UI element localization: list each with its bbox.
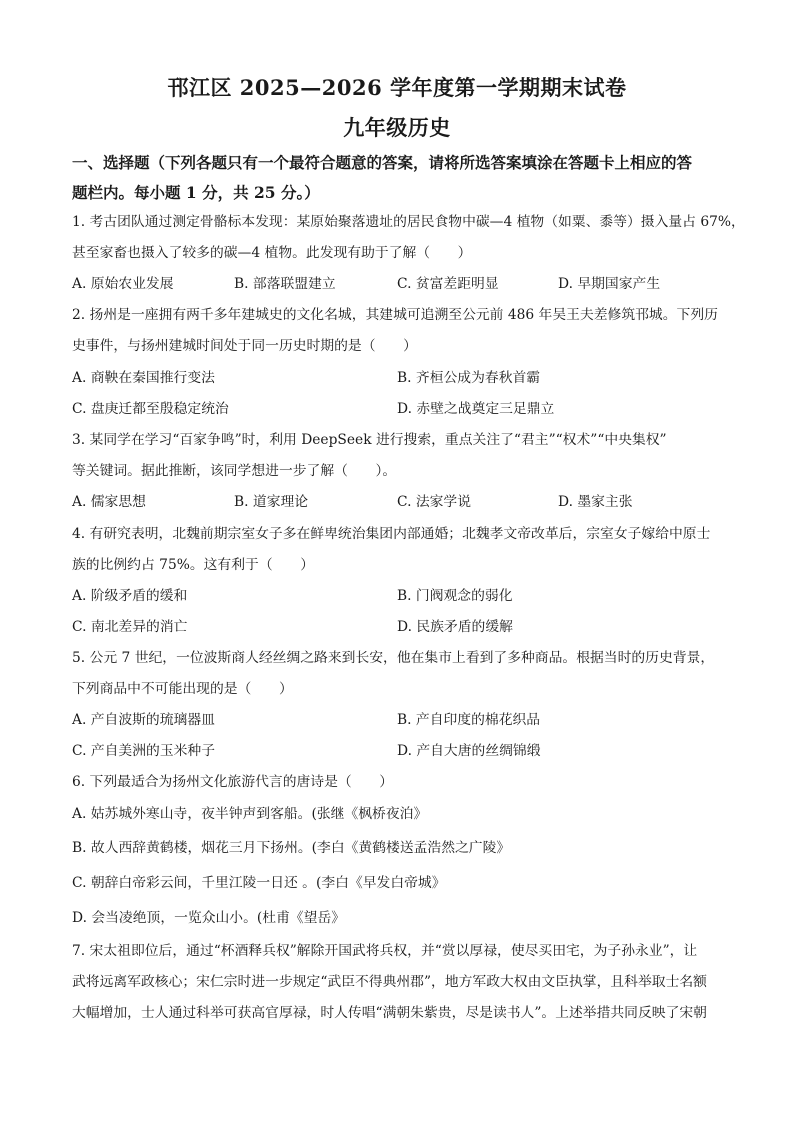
question-4-option-c: C. 南北差异的消亡 (72, 619, 188, 635)
question-7-stem: 大幅增加，士人通过科举可获高官厚禄，时人传唱“满朝朱紫贵，尽是读书人”。上述举措共同反映了宋朝 (72, 1005, 707, 1021)
question-1-option-a: A. 原始农业发展 (72, 276, 174, 292)
question-3-stem: 等关键词。据此推断，该同学想进一步了解（ ）。 (72, 463, 397, 479)
question-4-stem: 族的比例约占 75%。这有利于（ ） (72, 557, 315, 573)
question-3-option-c: C. 法家学说 (397, 494, 472, 510)
question-5-option-a: A. 产自波斯的琉璃器皿 (72, 712, 215, 728)
question-5-stem: 5. 公元 7 世纪，一位波斯商人经丝绸之路来到长安，他在集市上看到了多种商品。根据当时的历史背景， (72, 650, 715, 666)
question-2-option-d: D. 赤壁之战奠定三足鼎立 (397, 401, 555, 417)
question-1-option-c: C. 贫富差距明显 (397, 276, 499, 292)
section-heading-line-1: 一、选择题（下列各题只有一个最符合题意的答案，请将所选答案填涂在答题卡上相应的答 (72, 153, 693, 172)
question-2-stem: 史事件，与扬州建城时间处于同一历史时期的是（ ） (72, 338, 417, 354)
exam-title: 邗江区 2025—2026 学年度第一学期期末试卷 (167, 75, 627, 100)
question-1-option-b: B. 部落联盟建立 (234, 276, 336, 292)
question-6-option-a: A. 姑苏城外寒山寺，夜半钟声到客船。(张继《枫桥夜泊》 (72, 806, 428, 822)
question-2-option-b: B. 齐桓公成为春秋首霸 (397, 370, 541, 386)
question-5-option-d: D. 产自大唐的丝绸锦缎 (397, 743, 541, 759)
question-2-option-c: C. 盘庚迁都至殷稳定统治 (72, 401, 229, 417)
question-4-option-d: D. 民族矛盾的缓解 (397, 619, 513, 635)
question-3-option-a: A. 儒家思想 (72, 494, 146, 510)
question-5-option-c: C. 产自美洲的玉米种子 (72, 743, 216, 759)
question-2-option-a: A. 商鞅在秦国推行变法 (72, 370, 215, 386)
exam-subtitle: 九年级历史 (343, 115, 451, 140)
question-2-stem: 2. 扬州是一座拥有两千多年建城史的文化名城，其建城可追溯至公元前 486 年吴王夫差修筑邗城。下列历 (72, 307, 718, 323)
question-7-stem: 武将远离军政核心；宋仁宗时进一步规定“武臣不得典州郡”，地方军政大权由文臣执掌，且科举取士名额 (72, 974, 707, 990)
question-1-stem: 甚至家畜也摄入了较多的碳—4 植物。此发现有助于了解（ ） (72, 245, 472, 261)
question-4-option-a: A. 阶级矛盾的缓和 (72, 588, 188, 604)
question-6-option-b: B. 故人西辞黄鹤楼，烟花三月下扬州。(李白《黄鹤楼送孟浩然之广陵》 (72, 840, 511, 856)
question-6-stem: 6. 下列最适合为扬州文化旅游代言的唐诗是（ ） (72, 774, 394, 790)
question-1-option-d: D. 早期国家产生 (558, 276, 661, 292)
question-7-stem: 7. 宋太祖即位后，通过“杯酒释兵权”解除开国武将兵权，并“赏以厚禄，使尽买田宅，为子孙永业”，让 (72, 943, 698, 959)
question-6-option-c: C. 朝辞白帝彩云间，千里江陵一日还 。(李白《早发白帝城》 (72, 875, 446, 891)
question-4-stem: 4. 有研究表明，北魏前期宗室女子多在鲜卑统治集团内部通婚；北魏孝文帝改革后，宗室女子嫁给中原士 (72, 526, 711, 542)
question-5-option-b: B. 产自印度的棉花织品 (397, 712, 541, 728)
question-1-stem: 1. 考古团队通过测定骨骼标本发现：某原始聚落遗址的居民食物中碳—4 植物（如粟、黍等）摄入量占 67%， (72, 214, 745, 230)
question-4-option-b: B. 门阀观念的弱化 (397, 588, 513, 604)
question-3-option-d: D. 墨家主张 (558, 494, 633, 510)
question-6-option-d: D. 会当凌绝顶，一览众山小。(杜甫《望岳》 (72, 910, 346, 926)
question-3-stem: 3. 某同学在学习“百家争鸣”时，利用 DeepSeek 进行搜索，重点关注了“君主”“权术”“中央集权” (72, 432, 667, 448)
section-heading-line-2: 题栏内。每小题 1 分，共 25 分。） (72, 183, 320, 202)
section-heading (72, 148, 732, 208)
question-3-option-b: B. 道家理论 (234, 494, 309, 510)
question-5-stem: 下列商品中不可能出现的是（ ） (72, 681, 293, 697)
